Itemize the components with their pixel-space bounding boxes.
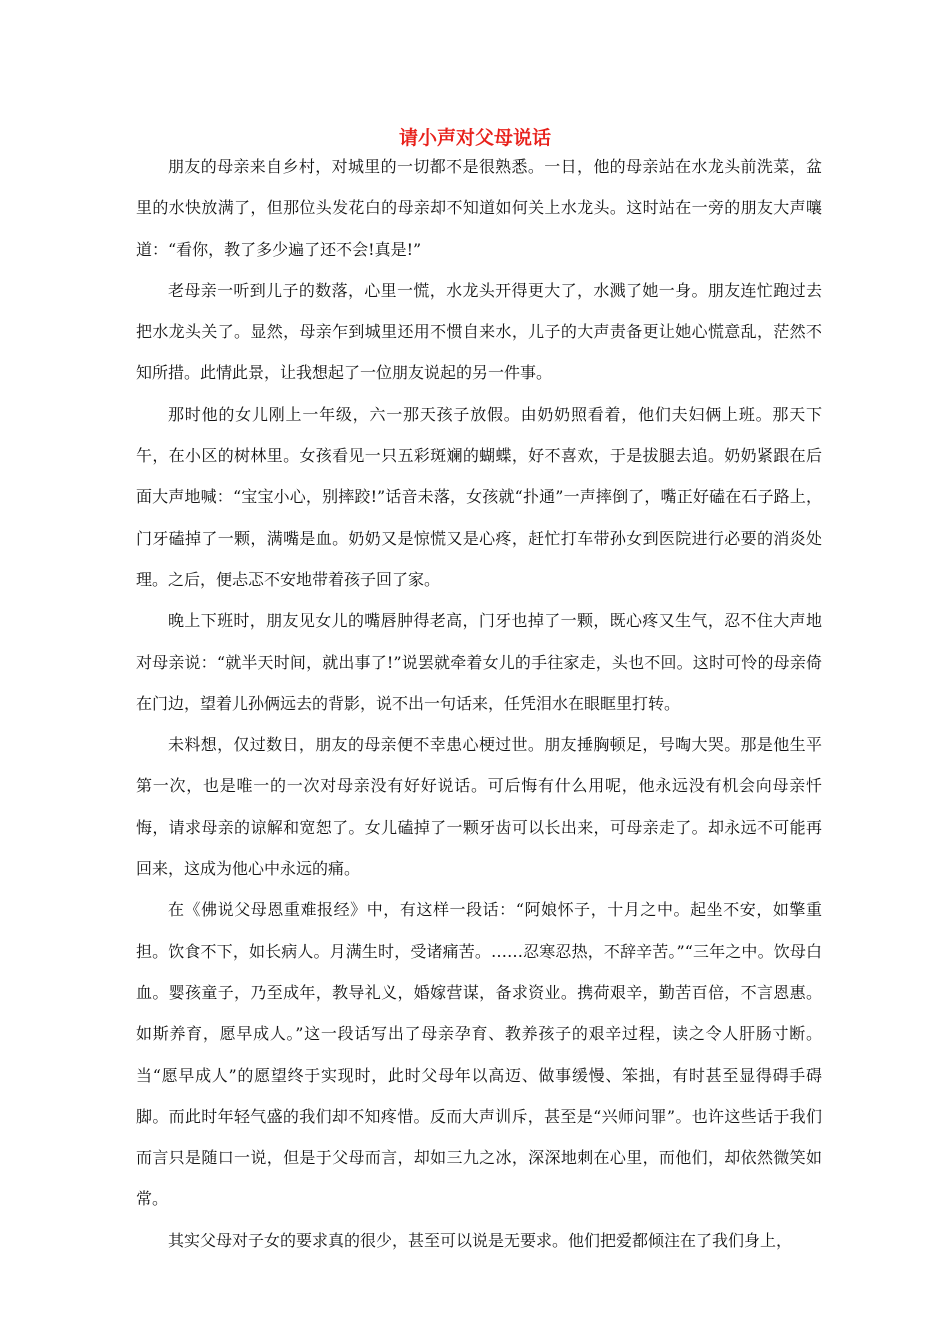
document-title: 请小声对父母说话 [398,127,551,149]
paragraph: 晚上下班时，朋友见女儿的嘴唇肿得老高，门牙也掉了一颗，既心疼又生气，忍不住大声地对母亲说：“就半天时间，就出事了!”说罢就牵着女儿的手往家走，头也不回。这时可怜的母亲倚在门边，望着儿孙俩远去的背影，说不出一句话来，任凭泪水在眼眶里打转。 [136,611,822,713]
paragraph: 在《佛说父母恩重难报经》中，有这样一段话：“阿娘怀子，十月之中。起坐不安，如擎重担。饮食不下，如长病人。月满生时，受诸痛苦。……忍寒忍热，不辞辛苦。”“三年之中。饮母白血。婴孩童子，乃至成年，教导礼义，婚嫁营谋，备求资业。携荷艰辛，勤苦百倍，不言恩惠。如斯养育，愿早成人。”这一段话写出了母亲孕育、教养孩子的艰辛过程，读之令人肝肠寸断。当“愿早成人”的愿望终于实现时，此时父母年以高迈、做事缓慢、笨拙，有时甚至显得碍手碍脚。而此时年轻气盛的我们却不知疼惜。反而大声训斥，甚至是“兴师问罪”。也许这些话于我们而言只是随口一说，但是于父母而言，却如三九之冰，深深地刺在心里，而他们，却依然微笑如常。 [136,900,822,1209]
paragraph: 那时他的女儿刚上一年级，六一那天孩子放假。由奶奶照看着，他们夫妇俩上班。那天下午，在小区的树林里。女孩看见一只五彩斑斓的蝴蝶，好不喜欢，于是拔腿去追。奶奶紧跟在后面大声地喊：“宝宝小心，别摔跤!”话音未落，女孩就“扑通”一声摔倒了，嘴正好磕在石子路上，门牙磕掉了一颗，满嘴是血。奶奶又是惊慌又是心疼，赶忙打车带孙女到医院进行必要的消炎处理。之后，便忐忑不安地带着孩子回了家。 [136,404,822,589]
paragraph: 朋友的母亲来自乡村，对城里的一切都不是很熟悉。一日，他的母亲站在水龙头前洗菜，盆里的水快放满了，但那位头发花白的母亲却不知道如何关上水龙头。这时站在一旁的朋友大声嚷道：“看你，教了多少遍了还不会!真是!” [136,157,822,259]
paragraph: 未料想，仅过数日，朋友的母亲便不幸患心梗过世。朋友捶胸顿足，号啕大哭。那是他生平第一次，也是唯一的一次对母亲没有好好说话。可后悔有什么用呢，他永远没有机会向母亲忏悔，请求母亲的谅解和宽恕了。女儿磕掉了一颗牙齿可以长出来，可母亲走了。却永远不可能再回来，这成为他心中永远的痛。 [136,735,822,879]
paragraph: 其实父母对子女的要求真的很少，甚至可以说是无要求。他们把爱都倾注在了我们身上， [168,1230,793,1250]
document-body [136,146,822,1261]
paragraph: 老母亲一听到儿子的数落，心里一慌，水龙头开得更大了，水溅了她一身。朋友连忙跑过去把水龙头关了。显然，母亲乍到城里还用不惯自来水，儿子的大声责备更让她心慌意乱，茫然不知所措。此情此景，让我想起了一位朋友说起的另一件事。 [136,280,822,383]
